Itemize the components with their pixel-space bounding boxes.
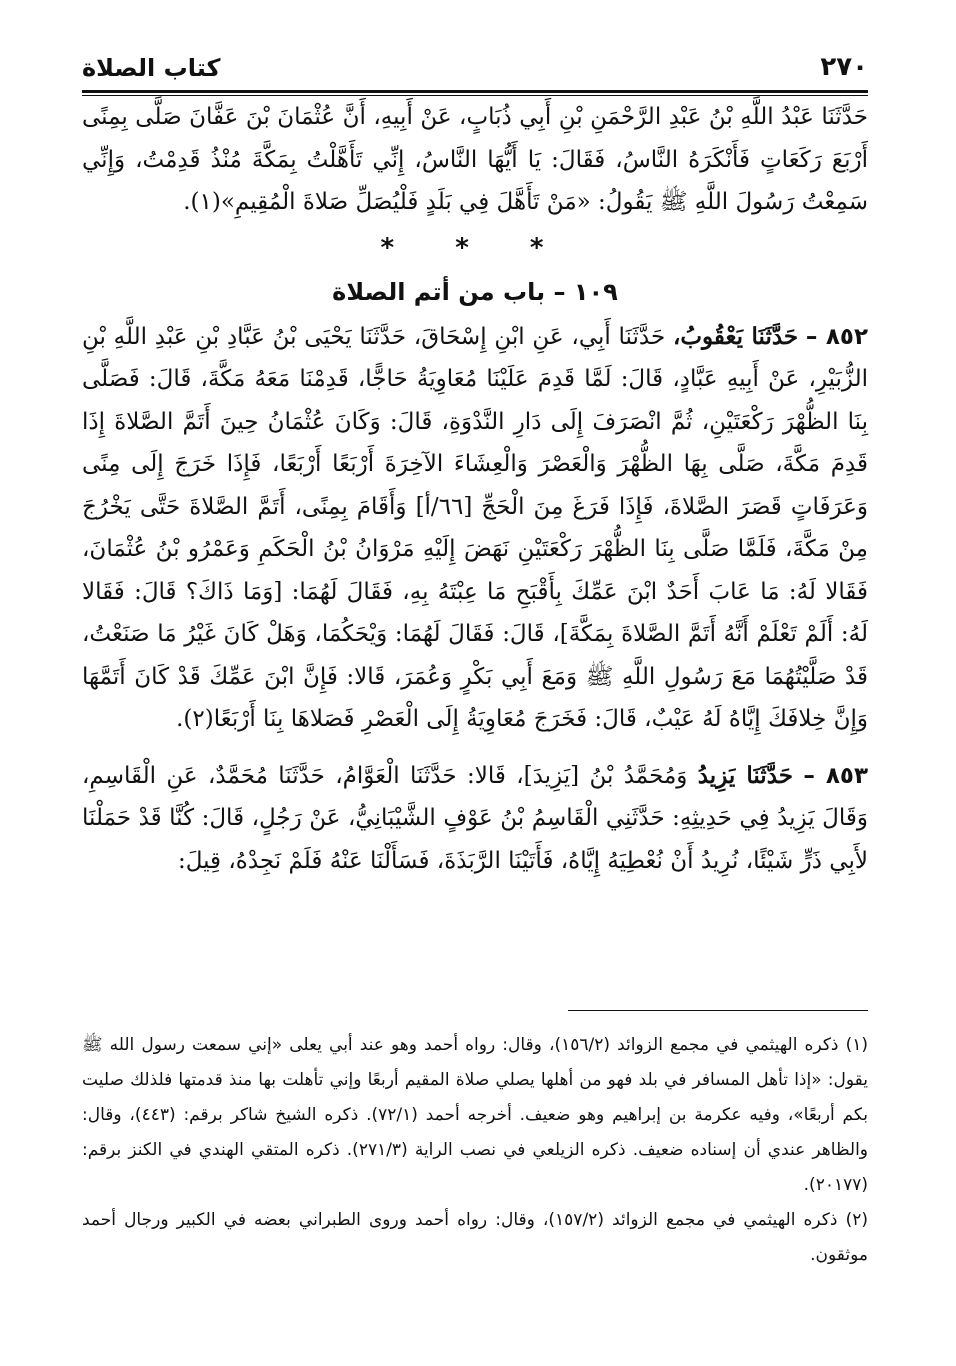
footnote-rule [568, 1010, 868, 1011]
main-text [82, 96, 868, 882]
continuation-paragraph: حَدَّثَنَا عَبْدُ اللَّهِ بْنُ عَبْدِ الرَّحْمَنِ بْنِ أَبِي ذُبَابٍ، عَنْ أَبِيهِ، أَنَّ عُثْمَانَ بْنَ عَفَّانَ صَلَّى بِمِنًى أَرْبَعَ رَكَعَاتٍ فَأَنْكَرَهُ النَّاسُ، فَقَالَ: يَا أَيُّهَا النَّاسُ، إِنِّي تَأَهَّلْتُ بِمَكَّةَ مُنْذُ قَدِمْتُ، وَإِنِّي سَمِعْتُ رَسُولَ اللَّهِ ﷺ يَقُولُ: «مَنْ تَأَهَّلَ فِي بَلَدٍ فَلْيُصَلِّ صَلاةَ الْمُقِيمِ»(١). [82, 104, 868, 215]
footnote-2: (٢) ذكره الهيثمي في مجمع الزوائد (١٥٧/٢)، وقال: رواه أحمد وروى الطبراني بعضه في الكبير ورجال أحمد موثقون. [82, 1210, 868, 1265]
page-header [82, 38, 868, 82]
section-separator: * * * [380, 232, 570, 263]
paragraph-gap [82, 741, 868, 755]
header-rule [82, 90, 868, 93]
hadith-text: وَمُحَمَّدُ بْنُ [يَزِيدَ]، قَالا: حَدَّثَنَا الْعَوَّامُ، حَدَّثَنَا مُحَمَّدٌ، عَنِ الْقَاسِمِ، وَقَالَ يَزِيدُ فِي حَدِيثِهِ: حَدَّثَنِي الْقَاسِمُ بْنُ عَوْفٍ الشَّيْبَانِيُّ، عَنْ رَجُلٍ، قَالَ: كُنَّا قَدْ حَمَلْنَا لأَبِي ذَرٍّ شَيْئًا، نُرِيدُ أَنْ نُعْطِيَهُ إِيَّاهُ، فَأَتَيْنَا الرَّبَذَةَ، فَسَأَلْنَا عَنْهُ فَلَمْ نَجِدْهُ، قِيلَ: [82, 762, 868, 874]
running-title: كتاب الصلاة [82, 54, 221, 82]
hadith-853 [82, 755, 868, 883]
hadith-852 [82, 316, 868, 741]
hadith-lead: حَدَّثَنَا يَعْقُوبُ، [672, 322, 799, 350]
footnotes [82, 1028, 868, 1273]
chapter-heading: ١٠٩ – باب من أتم الصلاة [332, 277, 618, 306]
hadith-lead: حَدَّثَنَا يَزِيدُ [697, 761, 793, 789]
hadith-number: ٨٥٣ – [803, 762, 868, 789]
page-number: ٢٧٠ [820, 52, 868, 82]
footnote-1: (١) ذكره الهيثمي في مجمع الزوائد (١٥٦/٢)، وقال: رواه أحمد وهو عند أبي يعلى «إني سمعت رسول الله ﷺ يقول: «إذا تأهل المسافر في بلد فهو من أهلها يصلي صلاة المقيم أربعًا وإني تأهلت بها منذ قدمتها فلذلك صليت بكم أربعًا»، وفيه عكرمة بن إبراهيم وهو ضعيف. أخرجه أحمد (٧٢/١). ذكره الشيخ شاكر برقم: (٤٤٣)، وقال: والظاهر عندي أن إسناده ضعيف. ذكره الزيلعي في نصب الراية (٢٧١/٣). ذكره المتقي الهندي في الكنز برقم: (٢٠١٧٧). [82, 1035, 868, 1195]
hadith-text: حَدَّثَنَا أَبِي، عَنِ ابْنِ إِسْحَاقَ، حَدَّثَنَا يَحْيَى بْنُ عَبَّادِ بْنِ عَبْدِ اللَّهِ بْنِ الزُّبَيْرِ، عَنْ أَبِيهِ عَبَّادٍ، قَالَ: لَمَّا قَدِمَ عَلَيْنَا مُعَاوِيَةُ حَاجًّا، قَدِمْنَا مَعَهُ مَكَّةَ، قَالَ: فَصَلَّى بِنَا الظُّهْرَ رَكْعَتَيْنِ، ثُمَّ انْصَرَفَ إِلَى دَارِ النَّدْوَةِ، قَالَ: وَكَانَ عُثْمَانُ حِينَ أَتَمَّ الصَّلاةَ إِذَا قَدِمَ مَكَّةَ، صَلَّى بِهَا الظُّهْرَ وَالْعَصْرَ وَالْعِشَاءَ الآخِرَةَ أَرْبَعًا أَرْبَعًا، فَإِذَا خَرَجَ إِلَى مِنًى وَعَرَفَاتٍ قَصَرَ الصَّلاةَ، فَإِذَا فَرَغَ مِنَ الْحَجِّ [٦٦/أ] وَأَقَامَ بِمِنًى، أَتَمَّ الصَّلاةَ حَتَّى يَخْرُجَ مِنْ مَكَّةَ، فَلَمَّا صَلَّى بِنَا الظُّهْرَ رَكْعَتَيْنِ نَهَضَ إِلَيْهِ مَرْوَانُ بْنُ الْحَكَمِ وَعَمْرُو بْنُ عُثْمَانَ، فَقَالا لَهُ: مَا عَابَ أَحَدٌ ابْنَ عَمِّكَ بِأَقْبَحِ مَا عِبْتَهُ بِهِ، فَقَالَ لَهُمَا: [وَمَا ذَاكَ؟ قَالَ: فَقَالا لَهُ: أَلَمْ تَعْلَمْ أَنَّهُ أَتَمَّ الصَّلاةَ بِمَكَّةَ]، قَالَ: فَقَالَ لَهُمَا: وَيْحَكُمَا، وَهَلْ كَانَ غَيْرُ مَا صَنَعْتُ، قَدْ صَلَّيْتُهُمَا مَعَ رَسُولِ اللَّهِ ﷺ وَمَعَ أَبِي بَكْرٍ وَعُمَرَ، قَالا: فَإِنَّ ابْنَ عَمِّكَ قَدْ كَانَ أَتَمَّهَا وَإِنَّ خِلافَكَ إِيَّاهُ لَهُ عَيْبٌ، قَالَ: فَخَرَجَ مُعَاوِيَةُ إِلَى الْعَصْرِ فَصَلاهَا بِنَا أَرْبَعًا(٢). [82, 323, 869, 732]
hadith-number: ٨٥٢ – [805, 323, 868, 350]
